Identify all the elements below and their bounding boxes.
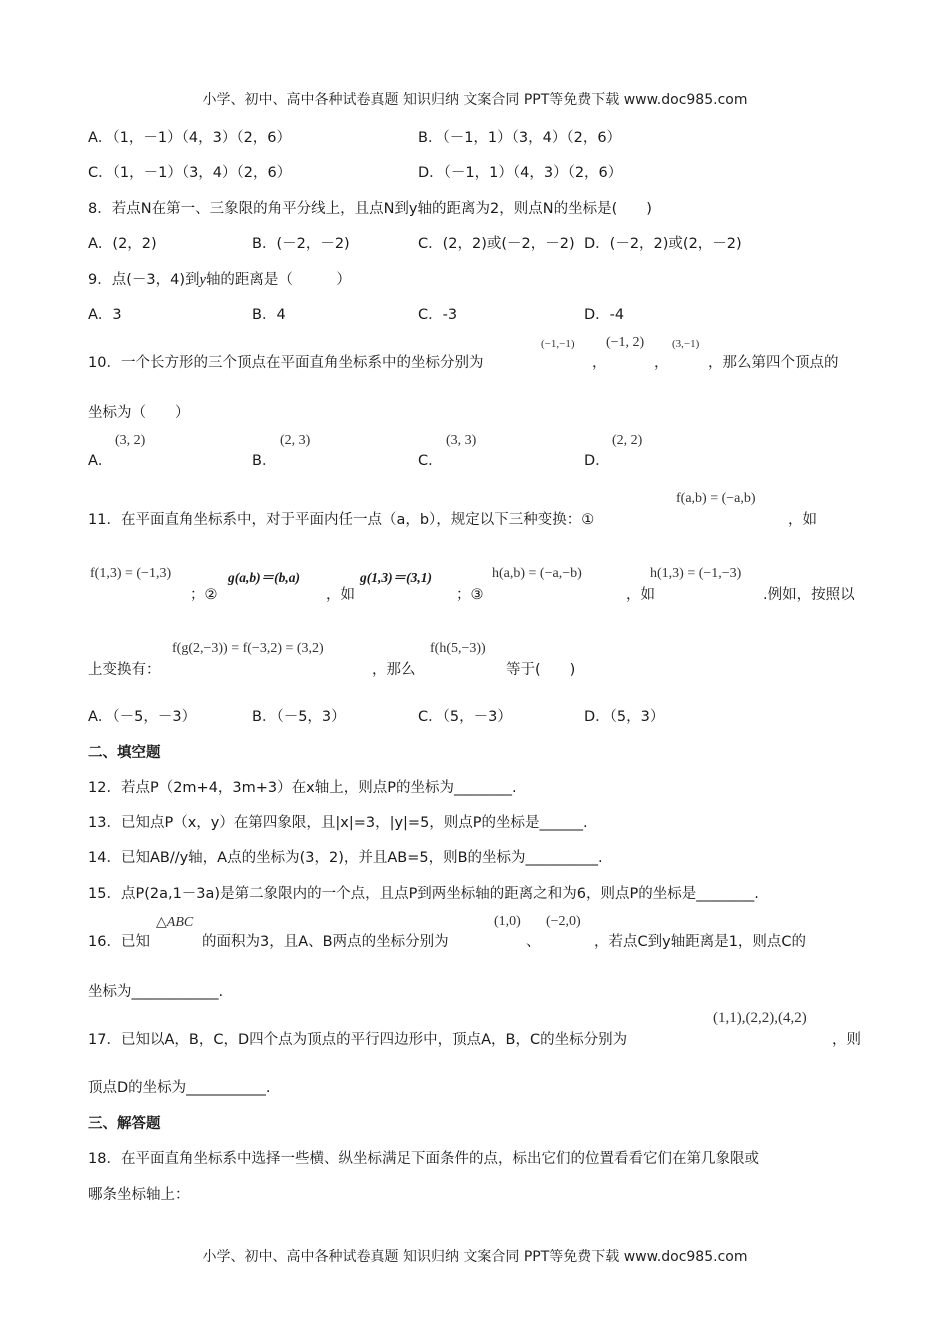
q10-option-c-label: C． <box>418 453 443 469</box>
q8-option-c: C．(2，2)或(－2，－2) <box>418 236 575 252</box>
q11-semi-2: ；③ <box>456 587 484 603</box>
q11-ru-2: ，如 <box>326 587 355 603</box>
q16-pre: 16．已知 <box>88 934 150 950</box>
q11-line2-end: .例如，按照以 <box>763 587 855 603</box>
q11-option-d: D．（5，3） <box>584 709 665 725</box>
q12: 12．若点P（2m+4，3m+3）在x轴上，则点P的坐标为________. <box>88 780 517 796</box>
q11-option-c: C．（5，－3） <box>418 709 512 725</box>
q9-var: y <box>199 272 206 288</box>
q11-h-example: h(1,3) = (−1,−3) <box>650 566 742 581</box>
q8-option-d: D．(－2，2)或(2，－2) <box>584 236 742 252</box>
q9-stem-pre: 9．点(－3，4)到 <box>88 272 200 288</box>
q10-stem-line2: 坐标为（ ） <box>88 405 190 421</box>
q17-points: (1,1),(2,2),(4,2) <box>713 1010 807 1026</box>
q11-line3-pre: 上变换有： <box>88 662 161 678</box>
page-header: 小学、初中、高中各种试卷真题 知识归纳 文案合同 PPT等免费下载 www.doc985.com <box>202 92 748 108</box>
q11-option-b: B．（－5，3） <box>252 709 346 725</box>
q10-option-b-value: (2, 3) <box>280 433 311 448</box>
q15: 15．点P(2a,1－3a)是第二象限内的一个点，且点P到两坐标轴的距离之和为6，则点P的坐标是________. <box>88 886 759 902</box>
q18-line1: 18．在平面直角坐标系中选择一些横、纵坐标满足下面条件的点，标出它们的位置看看它们在第几象限或 <box>88 1151 759 1167</box>
q16-point-b: (−2,0) <box>546 914 581 929</box>
q10-point-2: (−1, 2) <box>606 335 645 350</box>
q17-post: ，则 <box>832 1032 861 1048</box>
q16-triangle: △ABC <box>156 915 194 930</box>
q10-option-c-value: (3, 3) <box>446 433 477 448</box>
q16-line2: 坐标为____________. <box>88 984 224 1000</box>
q11-dengyu: 等于( ) <box>506 662 576 678</box>
q11-semi-1: ；② <box>190 587 218 603</box>
q18-line2: 哪条坐标轴上： <box>88 1187 190 1203</box>
q11-ru-3: ，如 <box>626 587 655 603</box>
q9-stem-post: 轴的距离是（ ） <box>205 272 351 288</box>
page-footer: 小学、初中、高中各种试卷真题 知识归纳 文案合同 PPT等免费下载 www.doc985.com <box>202 1249 748 1265</box>
q16-point-a: (1,0) <box>494 914 521 929</box>
section-fill-in-title: 二、填空题 <box>88 745 161 761</box>
q10-stem-pre: 10．一个长方形的三个顶点在平面直角坐标系中的坐标分别为 <box>88 355 484 371</box>
q8-stem: 8．若点N在第一、三象限的角平分线上，且点N到y轴的距离为2，则点N的坐标是( ) <box>88 201 652 217</box>
q10-option-a-label: A． <box>88 453 113 469</box>
q10-option-d-label: D． <box>584 453 610 469</box>
q16-post: ，若点C到y轴距离是1，则点C的 <box>594 934 807 950</box>
q16-dun: 、 <box>526 934 541 950</box>
q10-option-b-label: B． <box>252 453 277 469</box>
q10-point-1: (−1,−1) <box>541 338 575 350</box>
q17-line2: 顶点D的坐标为___________. <box>88 1080 271 1096</box>
q14: 14．已知AB//y轴，A点的坐标为(3，2)，并且AB=5，则B的坐标为__________. <box>88 850 603 866</box>
q10-option-d-value: (2, 2) <box>612 433 643 448</box>
q8-option-b: B．(－2，－2) <box>252 236 350 252</box>
q13: 13．已知点P（x，y）在第四象限，且|x|=3，|y|=5，则点P的坐标是______. <box>88 815 588 831</box>
q10-sep-1: ， <box>592 355 607 371</box>
q11-ru-1: ，如 <box>788 512 817 528</box>
q9-option-b: B．4 <box>252 307 286 323</box>
q16-mid: 的面积为3，且A、B两点的坐标分别为 <box>202 934 449 950</box>
q11-ask: f(h(5,−3)) <box>430 641 486 656</box>
q10-stem-post: ，那么第四个顶点的 <box>708 355 839 371</box>
q7-option-d: D．（－1，1）（4，3）（2，6） <box>418 165 623 181</box>
q7-option-a: A．（1，－1）（4，3）（2，6） <box>88 130 292 146</box>
q11-option-a: A．（－5，－3） <box>88 709 197 725</box>
q11-naome: ，那么 <box>372 662 416 678</box>
q11-f-definition: f(a,b) = (−a,b) <box>676 491 756 506</box>
q11-stem-pre: 11．在平面直角坐标系中，对于平面内任一点（a，b），规定以下三种变换：① <box>88 512 595 528</box>
section-answer-title: 三、解答题 <box>88 1116 161 1132</box>
q9-option-c: C．-3 <box>418 307 458 323</box>
q9-option-a: A．3 <box>88 307 122 323</box>
q7-option-c: C．（1，－1）（3，4）（2，6） <box>88 165 292 181</box>
q10-option-a-value: (3, 2) <box>115 433 146 448</box>
q11-g-example: g(1,3)＝(3,1) <box>360 570 432 585</box>
q17-pre: 17．已知以A，B，C，D四个点为顶点的平行四边形中，顶点A，B，C的坐标分别为 <box>88 1032 628 1048</box>
q8-option-a: A．(2，2) <box>88 236 157 252</box>
q7-option-b: B．（－1，1）（3，4）（2，6） <box>418 130 622 146</box>
q10-point-3: (3,−1) <box>672 338 700 350</box>
q9-stem <box>88 268 351 289</box>
q11-example: f(g(2,−3)) = f(−3,2) = (3,2) <box>172 641 324 656</box>
q10-sep-2: ， <box>654 355 669 371</box>
q11-f-example: f(1,3) = (−1,3) <box>90 566 172 581</box>
q9-option-d: D．-4 <box>584 307 625 323</box>
q11-g-definition: g(a,b)＝(b,a) <box>228 570 300 585</box>
q11-h-definition: h(a,b) = (−a,−b) <box>492 566 582 581</box>
